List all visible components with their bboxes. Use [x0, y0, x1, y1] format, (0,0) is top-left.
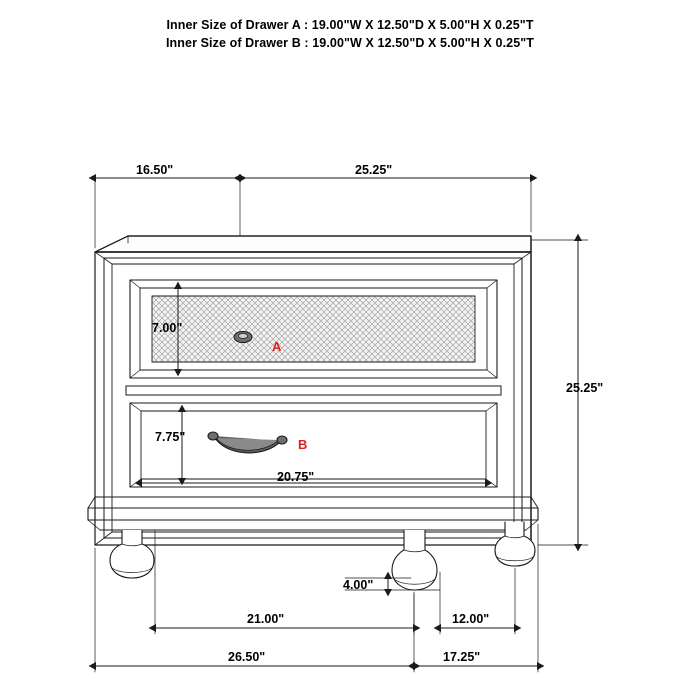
dim-front-width: 21.00"	[247, 612, 285, 626]
dim-top-right: 25.25"	[355, 163, 393, 177]
cabinet-top	[95, 236, 531, 252]
dim-right-height: 25.25"	[566, 381, 604, 395]
dim-overall-depth: 17.25"	[443, 650, 481, 664]
drawer-a	[130, 280, 497, 378]
dim-foot-height: 4.00"	[343, 578, 374, 592]
label-drawer-b: B	[298, 437, 308, 452]
dim-top-left: 16.50"	[136, 163, 174, 177]
dim-drawer-b-width: 20.75"	[277, 470, 315, 484]
leg-front-left	[110, 530, 154, 578]
dim-drawer-b-height: 7.75"	[155, 430, 186, 444]
cabinet-base	[88, 497, 538, 530]
header-line-drawer-a: Inner Size of Drawer A : 19.00"W X 12.50"D X 5.00"H X 0.25"T	[166, 18, 534, 32]
leg-front-right	[392, 530, 437, 590]
dim-side-depth: 12.00"	[452, 612, 490, 626]
leg-back-right	[495, 522, 535, 566]
drawer-divider-rail	[126, 386, 501, 395]
dim-overall-width: 26.50"	[228, 650, 266, 664]
dim-drawer-a-height: 7.00"	[152, 321, 183, 335]
header-line-drawer-b: Inner Size of Drawer B : 19.00"W X 12.50"D X 5.00"H X 0.25"T	[165, 36, 535, 50]
label-drawer-a: A	[272, 339, 282, 354]
